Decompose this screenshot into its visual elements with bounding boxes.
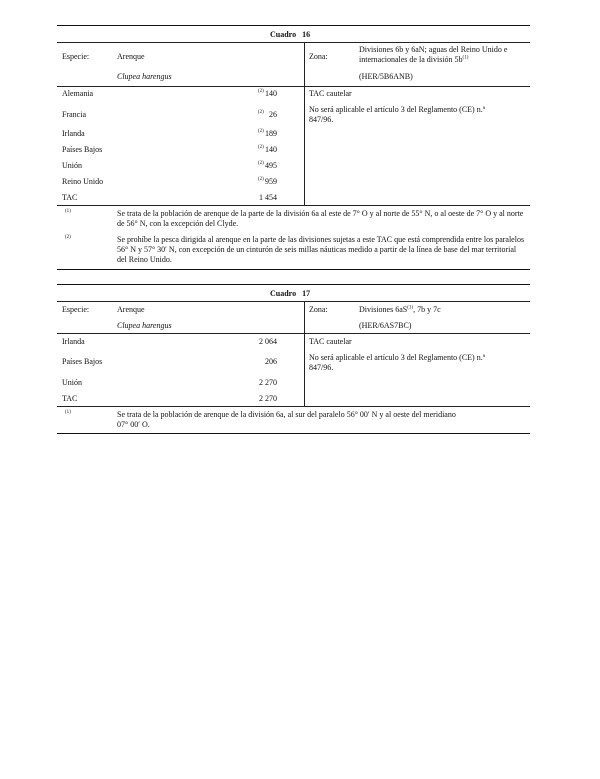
divider bbox=[57, 86, 530, 87]
quota-value: 495 bbox=[265, 161, 277, 170]
footnote-mark: (1) bbox=[65, 410, 71, 415]
country-name: Países Bajos bbox=[62, 357, 103, 366]
zone-label: Zona: bbox=[309, 305, 328, 314]
species-common-name: Arenque bbox=[117, 305, 145, 314]
quota-value: 26 bbox=[269, 110, 277, 119]
species-common-name: Arenque bbox=[117, 52, 145, 61]
country-name: Alemania bbox=[62, 89, 94, 98]
footnote-mark: (1) bbox=[65, 209, 71, 214]
footnote-reference: (2) bbox=[258, 110, 264, 115]
divider bbox=[57, 333, 530, 334]
quota-value: 2 270 bbox=[259, 378, 277, 387]
divider bbox=[57, 205, 530, 206]
species-label: Especie: bbox=[62, 52, 90, 61]
country-name: Francia bbox=[62, 110, 86, 119]
zone-description-line-1: Divisiones 6b y 6aN; aguas del Reino Unido e bbox=[359, 45, 508, 54]
country-name: Irlanda bbox=[62, 129, 85, 138]
footnote-text: Se trata de la población de arenque de la división 6a, al sur del paralelo 56° 00′ N y al oeste del meridiano 07° 00′ O. bbox=[117, 410, 456, 429]
species-latin-name: Clupea harengus bbox=[117, 321, 172, 330]
divider bbox=[304, 86, 305, 205]
divider bbox=[57, 301, 530, 302]
quota-value: 2 270 bbox=[259, 394, 277, 403]
footnote-reference: (2) bbox=[258, 129, 264, 134]
divider bbox=[304, 333, 305, 406]
country-name: Unión bbox=[62, 161, 82, 170]
divider bbox=[57, 433, 530, 434]
divider bbox=[57, 42, 530, 43]
footnote-text: Se prohíbe la pesca dirigida al arenque en la parte de las divisiones sujetas a este TAC que está comprendida entre los paralelos 56° N y 57° 30′ N, con excepción de un cinturón de seis millas náuticas medido a partir de la línea de base del mar territorial del Reino Unido. bbox=[117, 235, 525, 264]
country-name: Países Bajos bbox=[62, 145, 103, 154]
country-name: Reino Unido bbox=[62, 177, 104, 186]
zone-code: (HER/5B6ANB) bbox=[359, 72, 413, 81]
regulation-note: No será aplicable el artículo 3 del Reglamento (CE) n.º 847/96. bbox=[309, 353, 486, 372]
footnote-text: Se trata de la población de arenque de la parte de la división 6a al este de 7° O y al norte de 55° N, o al oeste de 7° O y al norte de 56° N, con la excepción del Clyde. bbox=[117, 209, 524, 228]
divider bbox=[57, 25, 530, 26]
country-name: TAC bbox=[62, 193, 78, 202]
footnote-reference: (2) bbox=[258, 177, 264, 182]
quota-value: 140 bbox=[265, 89, 277, 98]
zone-label: Zona: bbox=[309, 52, 328, 61]
table-17 bbox=[57, 284, 530, 434]
footnote-reference: (2) bbox=[258, 89, 264, 94]
tac-type: TAC cautelar bbox=[309, 337, 352, 346]
divider bbox=[304, 301, 305, 333]
zone-description-line-2: internacionales de la división $5b^{(1)}$ bbox=[359, 55, 469, 64]
footnote-reference: (2) bbox=[258, 161, 264, 166]
quota-value: 189 bbox=[265, 129, 277, 138]
divider bbox=[57, 406, 530, 407]
tac-type: TAC cautelar bbox=[309, 89, 352, 98]
zone-code: (HER/6AS7BC) bbox=[359, 321, 412, 330]
table-16 bbox=[57, 25, 530, 270]
quota-value: 206 bbox=[265, 357, 277, 366]
quota-value: 140 bbox=[265, 145, 277, 154]
quota-value: 959 bbox=[265, 177, 277, 186]
country-name: TAC bbox=[62, 394, 78, 403]
divider bbox=[57, 269, 530, 270]
country-name: Irlanda bbox=[62, 337, 85, 346]
zone-description: Divisiones $6aS^{(1)}$, 7b y 7c bbox=[359, 305, 441, 314]
regulation-note: No será aplicable el artículo 3 del Reglamento (CE) n.º 847/96. bbox=[309, 105, 486, 124]
divider bbox=[57, 284, 530, 285]
species-label: Especie: bbox=[62, 305, 90, 314]
country-name: Unión bbox=[62, 378, 82, 387]
species-latin-name: Clupea harengus bbox=[117, 72, 172, 81]
table-16-title: Cuadro 16 bbox=[270, 30, 311, 39]
footnote-reference: (2) bbox=[258, 145, 264, 150]
table-17-title: Cuadro 17 bbox=[270, 289, 311, 298]
quota-value: 1 454 bbox=[259, 193, 277, 202]
quota-value: 2 064 bbox=[259, 337, 277, 346]
footnote-mark: (2) bbox=[65, 235, 71, 240]
divider bbox=[304, 42, 305, 86]
